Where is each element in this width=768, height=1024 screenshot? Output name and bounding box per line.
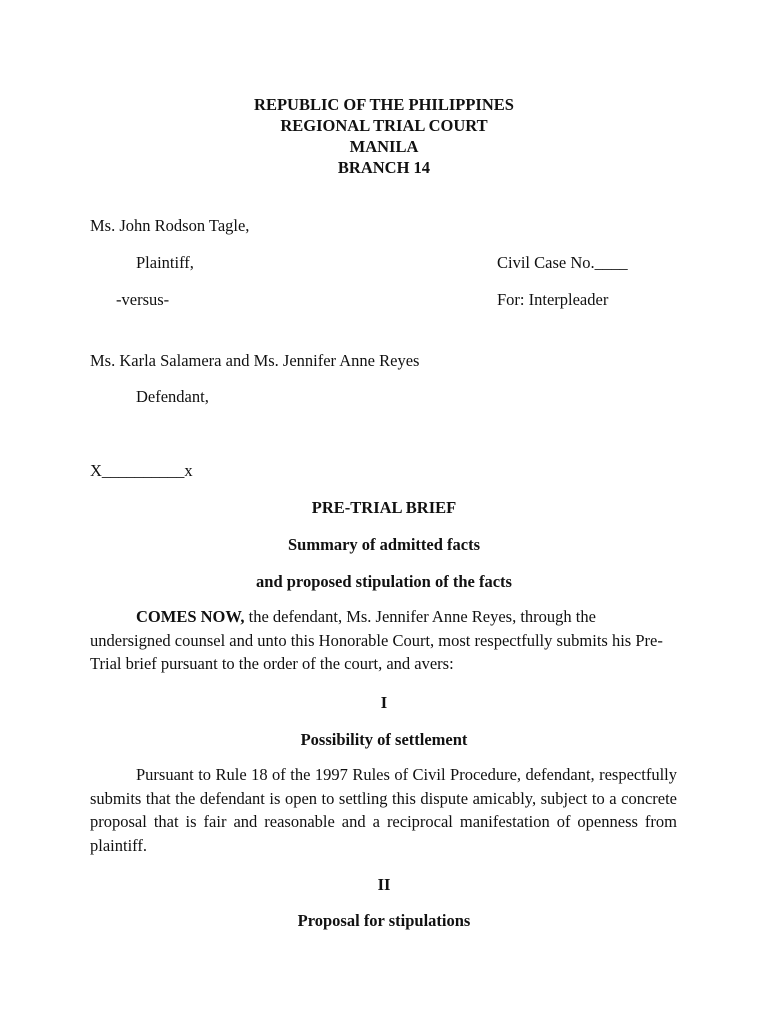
plaintiff-name: Ms. John Rodson Tagle, (90, 216, 250, 235)
section-body-1 (90, 763, 677, 857)
intro-paragraph (90, 605, 677, 676)
intro-lead: COMES NOW, (136, 607, 245, 626)
intro-text: the defendant, Ms. Jennifer Anne Reyes, through the undersigned counsel and unto this Honorable Court, most respectfully submits his Pre-Trial brief pursuant to the order of the court, and avers: (90, 607, 663, 673)
document-subtitle-2: and proposed stipulation of the facts (256, 572, 512, 591)
section-body-1-text: Pursuant to Rule 18 of the 1997 Rules of Civil Procedure, defendant, respectfully submits that the defendant is open to settling this dispute amicably, subject to a concrete proposal that is fair and reasonable and a reciprocal manifestation of openness from plaintiff. (90, 765, 677, 855)
section-heading-2: Proposal for stipulations (297, 911, 471, 930)
section-numeral-1: I (380, 693, 388, 712)
plaintiff-label: Plaintiff, (136, 253, 194, 272)
defendants-names: Ms. Karla Salamera and Ms. Jennifer Anne Reyes (90, 351, 420, 370)
court-header-court: REGIONAL TRIAL COURT (280, 116, 488, 135)
court-header-city: MANILA (349, 137, 419, 156)
versus-label: -versus- (116, 290, 170, 309)
section-heading-1: Possibility of settlement (300, 730, 468, 749)
court-header-republic: REPUBLIC OF THE PHILIPPINES (254, 95, 514, 114)
case-nature: For: Interpleader (497, 290, 609, 309)
section-numeral-2: II (377, 875, 391, 894)
court-header-branch: BRANCH 14 (337, 158, 431, 177)
caption-separator: X__________x (90, 461, 193, 480)
civil-case-number: Civil Case No.____ (497, 253, 628, 272)
document-subtitle-1: Summary of admitted facts (287, 535, 480, 554)
document-title: PRE-TRIAL BRIEF (311, 498, 457, 517)
defendant-label: Defendant, (136, 387, 209, 406)
